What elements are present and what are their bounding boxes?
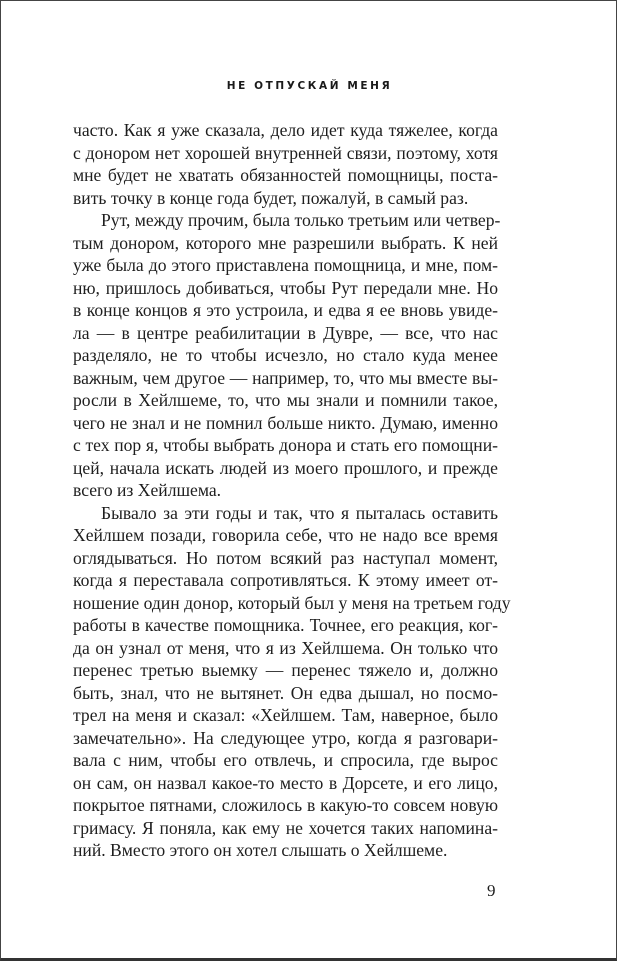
page-number: 9	[487, 881, 496, 900]
text-line: Бывало за эти годы и так, что я пыталась оставить	[101, 502, 498, 523]
text-line: покрытое пятнами, сложилось в какую-то совсем новую	[73, 795, 498, 815]
text-line: гримасу. Я поняла, как ему не хочется таких напомина-	[73, 817, 498, 838]
paragraph	[73, 119, 498, 209]
text-line: ла — в центре реабилитации в Дувре, — все, что нас	[73, 322, 498, 343]
text-line: Хейлшем позади, говорила себе, что не надо все время	[73, 525, 498, 545]
text-line: вить точку в конце года будет, пожалуй, в самый раз.	[73, 187, 469, 208]
text-line: с тех пор я, чтобы выбрать донора и стать его помощни-	[73, 435, 498, 455]
text-line: цей, начала искать людей из моего прошлого, и прежде	[73, 457, 498, 478]
text-line: он сам, он назвал какое-то место в Дорсете, и его лицо,	[73, 772, 498, 793]
running-head: НЕ ОТПУСКАЙ МЕНЯ	[226, 80, 393, 92]
text-line: разделяло, не то чтобы исчезло, но стало куда менее	[73, 345, 498, 365]
text-line: тым донором, которого мне разрешили выбрать. К ней	[73, 232, 498, 253]
text-line: мне будет не хватать обязанностей помощницы, поста-	[73, 165, 498, 185]
text-line: замечательно». На следующее утро, когда я разговари-	[73, 727, 498, 748]
text-line: трел на меня и сказал: «Хейлшем. Там, наверное, было	[73, 705, 498, 725]
text-line: Рут, между прочим, была только третьим или четвер-	[101, 210, 501, 230]
text-line: чего не знал и не помнил больше никто. Думаю, именно	[73, 412, 498, 433]
text-line: всего из Хейлшема.	[73, 480, 222, 500]
text-line: важным, чем другое — например, то, что мы вместе вы-	[73, 367, 498, 388]
text-line: перенес третью выемку — перенес тяжело и, должно	[73, 660, 498, 680]
text-line: ношение один донор, который был у меня на третьем году	[73, 592, 511, 613]
text-line: вала с ним, чтобы его отвлечь, и спросила, где вырос	[73, 750, 498, 770]
paragraph	[73, 209, 501, 502]
text-line: с донором нет хорошей внутренней связи, поэтому, хотя	[73, 142, 498, 163]
text-line: быть, знал, что не вытянет. Он едва дышал, но посмо-	[73, 682, 498, 703]
text-line: ний. Вместо этого он хотел слышать о Хейлшеме.	[73, 840, 448, 860]
text-line: часто. Как я уже сказала, дело идет куда тяжелее, когда	[73, 120, 498, 140]
text-line: ню, пришлось добиваться, чтобы Рут передали мне. Но	[73, 277, 498, 298]
paragraph	[73, 502, 511, 862]
text-line: в конце концов я это устроила, и едва я ее вновь увиде-	[73, 300, 498, 320]
text-line: уже была до этого приставлена помощница, и мне, пом-	[73, 255, 498, 275]
text-line: работы в качестве помощника. Точнее, его реакция, ког-	[73, 615, 498, 635]
text-line: росли в Хейлшеме, то, что мы знали и помнили такое,	[73, 390, 498, 410]
text-line: да он узнал от меня, что я из Хейлшема. Он только что	[73, 637, 498, 658]
text-line: оглядываться. Но потом всякий раз наступал момент,	[73, 547, 498, 568]
body-text	[73, 119, 511, 862]
text-line: когда я переставала сопротивляться. К этому имеет от-	[73, 570, 498, 590]
